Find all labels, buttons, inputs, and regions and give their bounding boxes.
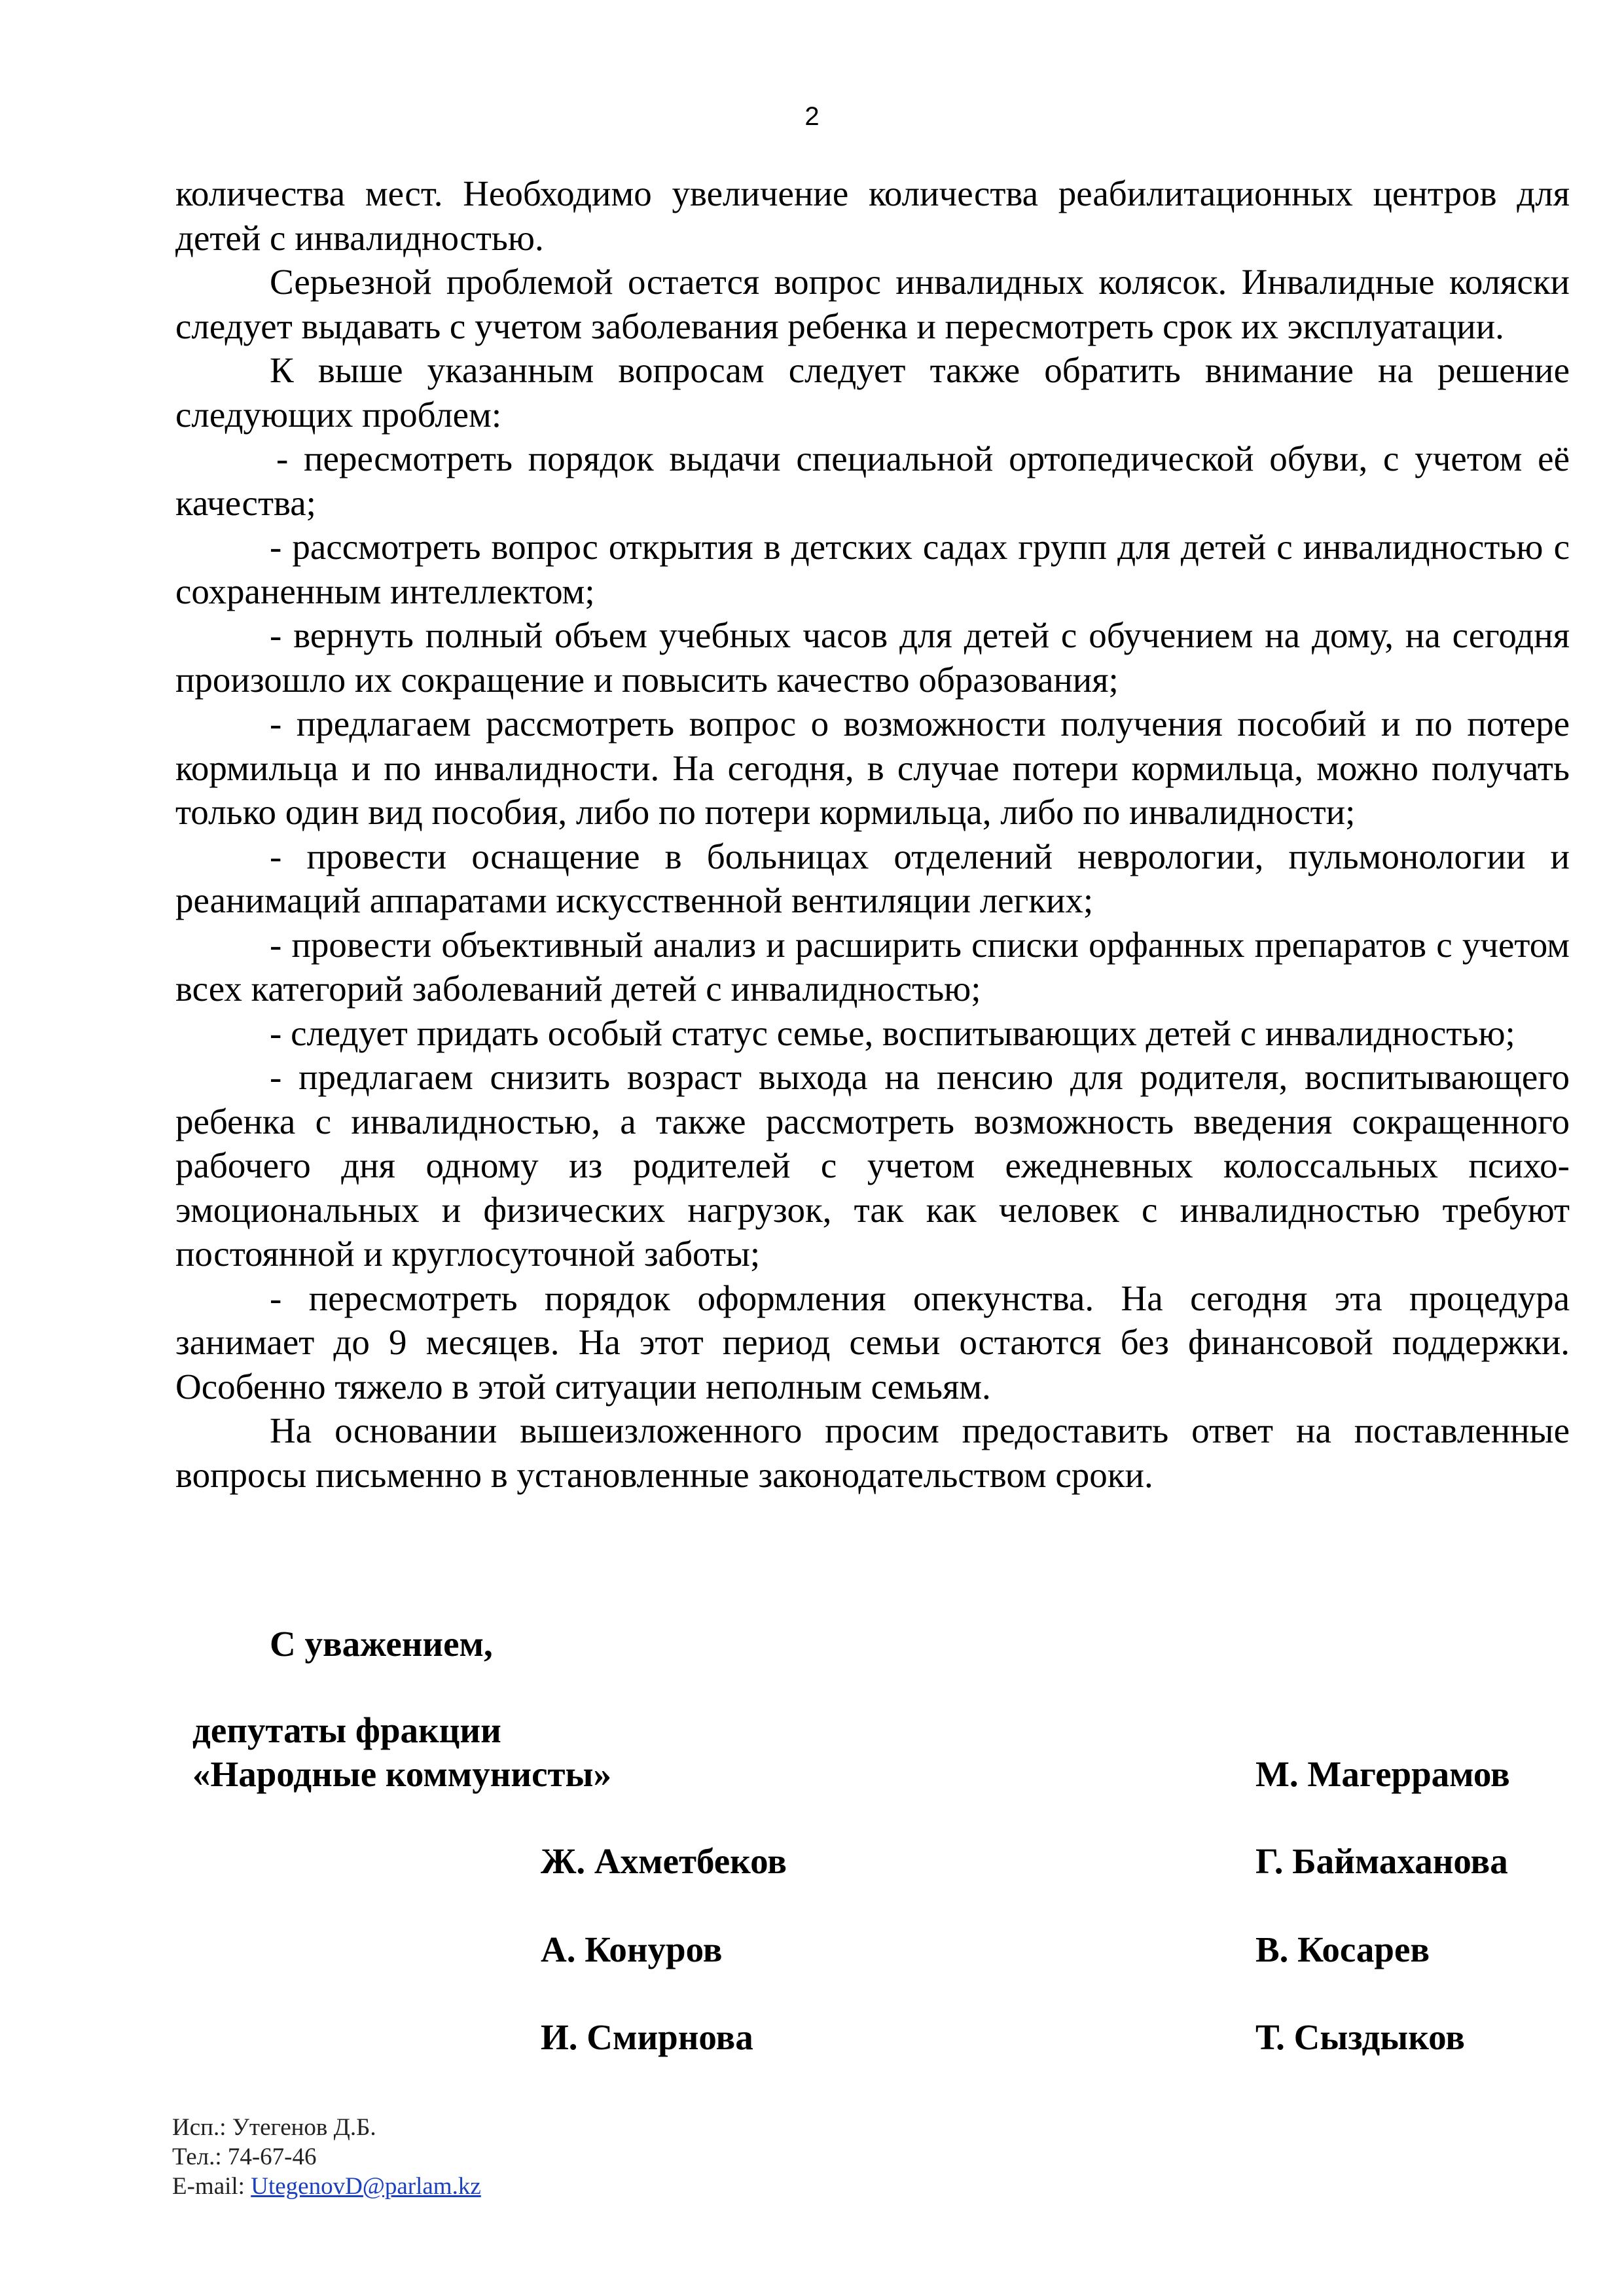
list-item-kindergarten-groups: - рассмотреть вопрос открытия в детских садах групп для детей с инвалидностью с сохраненным интеллектом; (175, 527, 1570, 611)
signatory-magerramov: М. Магеррамов (1255, 1754, 1510, 1794)
executor-email-link[interactable]: UtegenovD@parlam.kz (251, 2173, 481, 2200)
executor-email-line (172, 2172, 481, 2201)
faction-block (192, 1708, 611, 1796)
list-item-orthopedic-shoes: - пересмотреть порядок выдачи специальной ортопедической обуви, с учетом её качества; (175, 439, 1570, 523)
faction-line-1: депутаты фракции (192, 1710, 501, 1750)
paragraph-problems-intro: К выше указанным вопросам следует также обратить внимание на решение следующих проблем: (175, 350, 1570, 435)
list-item-pension-age: - предлагаем снизить возраст выхода на пенсию для родителя, воспитывающего ребенка с инвалидностью, а также рассмотреть возможность введения сокращенного рабочего дня одному из родителей с учетом ежедневных колоссальных психо-эмоциональных и физических нагрузок, так как человек с инвалидностью требуют постоянной и круглосуточной заботы; (175, 1057, 1570, 1274)
signatory-syzdykov: Т. Сыздыков (1255, 2017, 1466, 2057)
list-item-guardianship: - пересмотреть порядок оформления опекунства. На сегодня эта процедура занимает до 9 месяцев. На этот период семьи остаются без финансовой поддержки. Особенно тяжело в этой ситуации неполным семьям. (175, 1278, 1570, 1407)
executor-email-label: E-mail: (172, 2173, 251, 2200)
list-item-benefits: - предлагаем рассмотреть вопрос о возможности получения пособий и по потере кормильца и по инвалидности. На сегодня, в случае потери кормильца, можно получать только один вид пособия, либо по потери кормильца, либо по инвалидности; (175, 704, 1570, 832)
paragraph-continuation: количества мест. Необходимо увеличение количества реабилитационных центров для детей с инвалидностью. (175, 173, 1570, 258)
closing-salutation: С уважением, (270, 1624, 493, 1664)
list-item-orphan-drugs: - провести объективный анализ и расширить списки орфанных препаратов с учетом всех категорий заболеваний детей с инвалидностью; (175, 924, 1570, 1009)
executor-info (172, 2113, 481, 2201)
signatory-akhmetbekov: Ж. Ахметбеков (541, 1841, 787, 1881)
faction-line-2: «Народные коммунисты» (192, 1754, 611, 1794)
signatory-smirnova: И. Смирнова (541, 2017, 753, 2057)
executor-name: Исп.: Утегенов Д.Б. (172, 2114, 376, 2141)
page-number: 2 (804, 102, 820, 131)
signatory-konurov: А. Конуров (541, 1929, 723, 1969)
paragraph-wheelchairs: Серьезной проблемой остается вопрос инвалидных колясок. Инвалидные коляски следует выдавать с учетом заболевания ребенка и пересмотреть срок их эксплуатации. (175, 262, 1570, 346)
signatory-kosarev: В. Косарев (1255, 1929, 1430, 1969)
list-item-family-status: - следует придать особый статус семье, воспитывающих детей с инвалидностью; (270, 1013, 1515, 1053)
signatory-baimakhanova: Г. Баймаханова (1255, 1841, 1508, 1881)
list-item-ventilators: - провести оснащение в больницах отделений неврологии, пульмонологии и реанимаций аппаратами искусственной вентиляции легких; (175, 836, 1570, 920)
list-item-home-schooling: - вернуть полный объем учебных часов для детей с обучением на дому, на сегодня произошло их сокращение и повысить качество образования; (175, 615, 1570, 700)
paragraph-request: На основании вышеизложенного просим предоставить ответ на поставленные вопросы письменно в установленные законодательством сроки. (175, 1410, 1570, 1495)
letter-body (175, 171, 1570, 1497)
executor-phone: Тел.: 74-67-46 (172, 2144, 317, 2170)
